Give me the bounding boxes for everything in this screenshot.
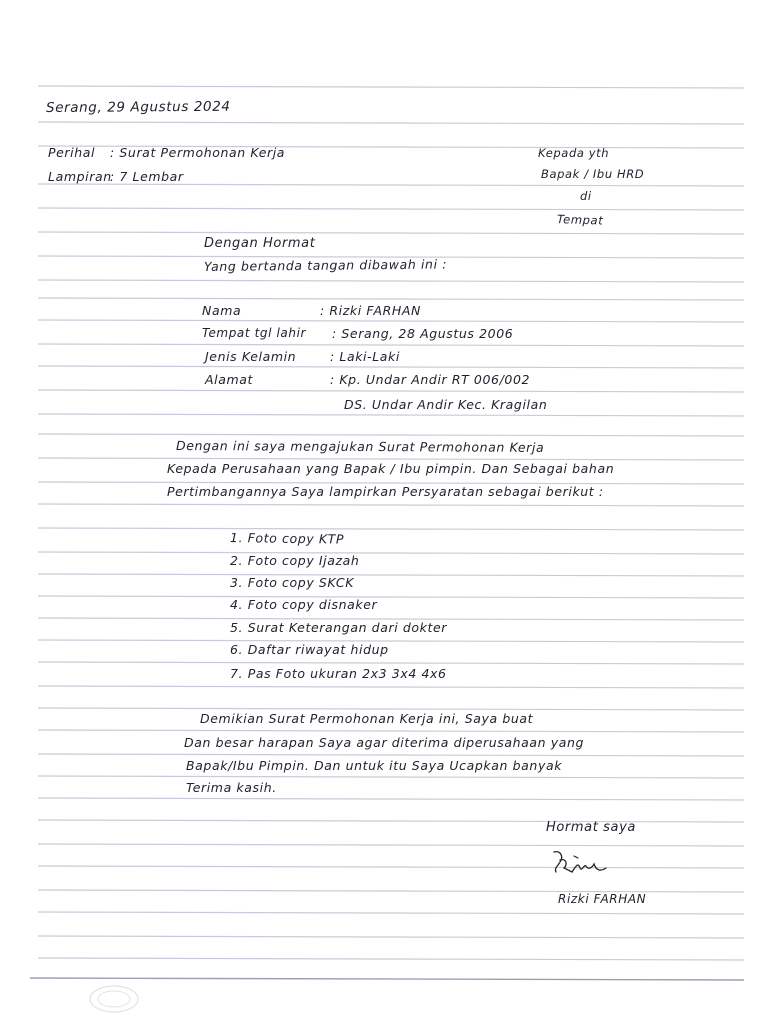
attachment-item: 5. Surat Keterangan dari dokter bbox=[230, 620, 448, 635]
place-date: Serang, 29 Agustus 2024 bbox=[45, 98, 231, 116]
intro-line: Yang bertanda tangan dibawah ini : bbox=[203, 256, 448, 274]
signature-name: Rizki FARHAN bbox=[558, 892, 647, 906]
identity-label: Tempat tgl lahir bbox=[202, 326, 307, 340]
perihal-value: : Surat Permohonan Kerja bbox=[110, 145, 286, 160]
closing-line: Terima kasih. bbox=[186, 780, 277, 795]
lampiran-label: Lampiran bbox=[48, 169, 112, 184]
identity-label: Jenis Kelamin bbox=[205, 349, 297, 364]
closing-line: Demikian Surat Permohonan Kerja ini, Saya buat bbox=[200, 711, 534, 726]
body-line: Kepada Perusahaan yang Bapak / Ibu pimpin. Dan Sebagai bahan bbox=[167, 461, 615, 476]
body-line: Pertimbangannya Saya lampirkan Persyaratan sebagai berikut : bbox=[167, 484, 604, 499]
identity-value: : Laki-Laki bbox=[330, 349, 400, 364]
address-line-2: DS. Undar Andir Kec. Kragilan bbox=[344, 397, 548, 412]
identity-label: Alamat bbox=[205, 372, 254, 387]
recipient-line: di bbox=[580, 189, 592, 203]
faded-stamp bbox=[88, 984, 140, 1014]
identity-value: : Rizki FARHAN bbox=[320, 303, 421, 318]
sign-off: Hormat saya bbox=[546, 820, 636, 835]
recipient-line: Tempat bbox=[556, 212, 604, 228]
attachment-item: 4. Foto copy disnaker bbox=[230, 597, 378, 612]
lampiran-value: : 7 Lembar bbox=[110, 169, 184, 184]
identity-label: Nama bbox=[202, 303, 242, 318]
closing-line: Bapak/Ibu Pimpin. Dan untuk itu Saya Ucapkan banyak bbox=[186, 758, 563, 773]
salutation: Dengan Hormat bbox=[204, 236, 316, 251]
attachment-item: 2. Foto copy Ijazah bbox=[230, 553, 360, 568]
attachment-item: 3. Foto copy SKCK bbox=[230, 575, 355, 590]
perihal-label: Perihal bbox=[48, 145, 96, 160]
body-line: Dengan ini saya mengajukan Surat Permohonan Kerja bbox=[175, 438, 545, 455]
signature-mark bbox=[550, 846, 610, 880]
attachment-item: 6. Daftar riwayat hidup bbox=[230, 642, 389, 657]
attachment-item: 1. Foto copy KTP bbox=[229, 530, 345, 547]
attachment-item: 7. Pas Foto ukuran 2x3 3x4 4x6 bbox=[230, 666, 447, 681]
recipient-line: Bapak / Ibu HRD bbox=[541, 167, 645, 181]
recipient-line: Kepada yth bbox=[538, 146, 610, 160]
identity-value: : Kp. Undar Andir RT 006/002 bbox=[330, 372, 531, 387]
closing-line: Dan besar harapan Saya agar diterima diperusahaan yang bbox=[184, 735, 585, 750]
identity-value: : Serang, 28 Agustus 2006 bbox=[332, 326, 514, 341]
